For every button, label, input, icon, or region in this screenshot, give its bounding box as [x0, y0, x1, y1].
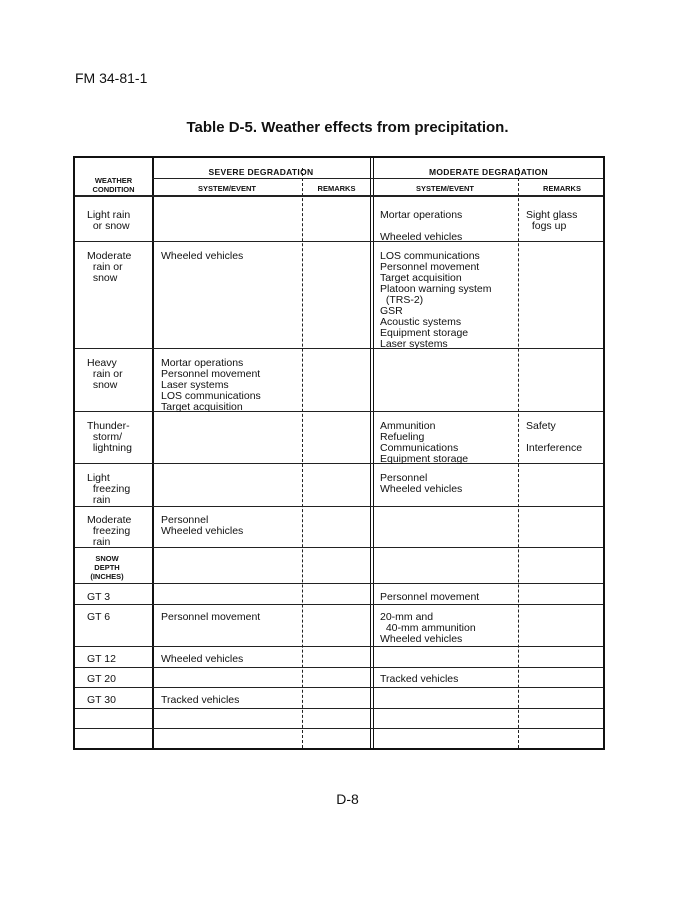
severe-moderate-divider: [370, 158, 374, 748]
row-separator: [75, 646, 603, 647]
row-condition: Moderate freezing rain: [87, 514, 132, 548]
row-condition: GT 6: [87, 611, 111, 623]
row-condition: Light rain or snow: [87, 209, 131, 232]
table-title: Table D-5. Weather effects from precipitation.: [186, 119, 509, 136]
moderate-system-cell: Personnel movement: [380, 591, 480, 603]
precipitation-effects-table: [73, 156, 605, 750]
row-separator: [75, 241, 603, 242]
moderate-system-cell: Tracked vehicles: [380, 673, 459, 685]
document-id: FM 34-81-1: [75, 70, 148, 86]
row-condition: GT 30: [87, 694, 116, 706]
severe-system-cell: Personnel movement: [161, 611, 261, 623]
severe-remarks-dashed-rule: [302, 168, 303, 748]
moderate-remarks-cell: Sight glass fogs up: [526, 209, 578, 232]
moderate-system-cell: LOS communications Personnel movement Target acquisition Platoon warning system (TRS-2) GSR Acoustic systems Equipment storage Laser systems: [380, 250, 492, 350]
moderate-remarks-cell: Safety Interference: [526, 420, 583, 454]
moderate-remarks-dashed-rule: [518, 168, 519, 748]
header-severe-degradation: SEVERE DEGRADATION: [208, 167, 314, 177]
page-number: D-8: [336, 791, 359, 807]
moderate-system-cell: Ammunition Refueling Communications Equipment storage: [380, 420, 469, 465]
row-separator: [75, 411, 603, 412]
row-condition: GT 20: [87, 673, 116, 685]
row-condition: Light freezing rain: [87, 472, 131, 506]
header-mid-rule: [152, 178, 603, 179]
moderate-system-cell: Personnel Wheeled vehicles: [380, 472, 463, 495]
row-separator: [75, 583, 603, 584]
severe-system-cell: Personnel Wheeled vehicles: [161, 514, 244, 537]
row-condition: Thunder- storm/ lightning: [87, 420, 132, 454]
row-separator: [75, 728, 603, 729]
row-condition: Heavy rain or snow: [87, 357, 123, 391]
row-separator: [75, 506, 603, 507]
severe-system-cell: Tracked vehicles: [161, 694, 240, 706]
row-separator: [75, 687, 603, 688]
snow-depth-label: SNOW DEPTH (INCHES): [90, 554, 124, 581]
severe-system-cell: Wheeled vehicles: [161, 653, 244, 665]
header-severe-remarks: REMARKS: [317, 184, 356, 193]
row-separator: [75, 604, 603, 605]
row-condition: Moderate rain or snow: [87, 250, 132, 284]
row-condition: GT 12: [87, 653, 116, 665]
row-separator: [75, 463, 603, 464]
header-severe-system-event: SYSTEM/EVENT: [198, 184, 256, 193]
condition-column-rule: [152, 158, 154, 748]
header-moderate-remarks: REMARKS: [543, 184, 581, 193]
row-separator: [75, 667, 603, 668]
row-separator: [75, 708, 603, 709]
row-condition: GT 3: [87, 591, 111, 603]
header-moderate-degradation: MODERATE DEGRADATION: [428, 167, 548, 177]
severe-system-cell: Wheeled vehicles: [161, 250, 244, 262]
header-bottom-rule: [75, 195, 603, 197]
row-separator: [75, 547, 603, 548]
severe-system-cell: Mortar operations Personnel movement Laser systems LOS communications Target acquisition: [161, 357, 261, 413]
row-separator: [75, 348, 603, 349]
header-moderate-system-event: SYSTEM/EVENT: [416, 184, 474, 193]
moderate-system-cell: 20-mm and 40-mm ammunition Wheeled vehicles: [380, 611, 476, 645]
header-weather-condition: WEATHER CONDITION: [92, 176, 135, 194]
moderate-system-cell: Mortar operations Wheeled vehicles: [380, 209, 463, 243]
